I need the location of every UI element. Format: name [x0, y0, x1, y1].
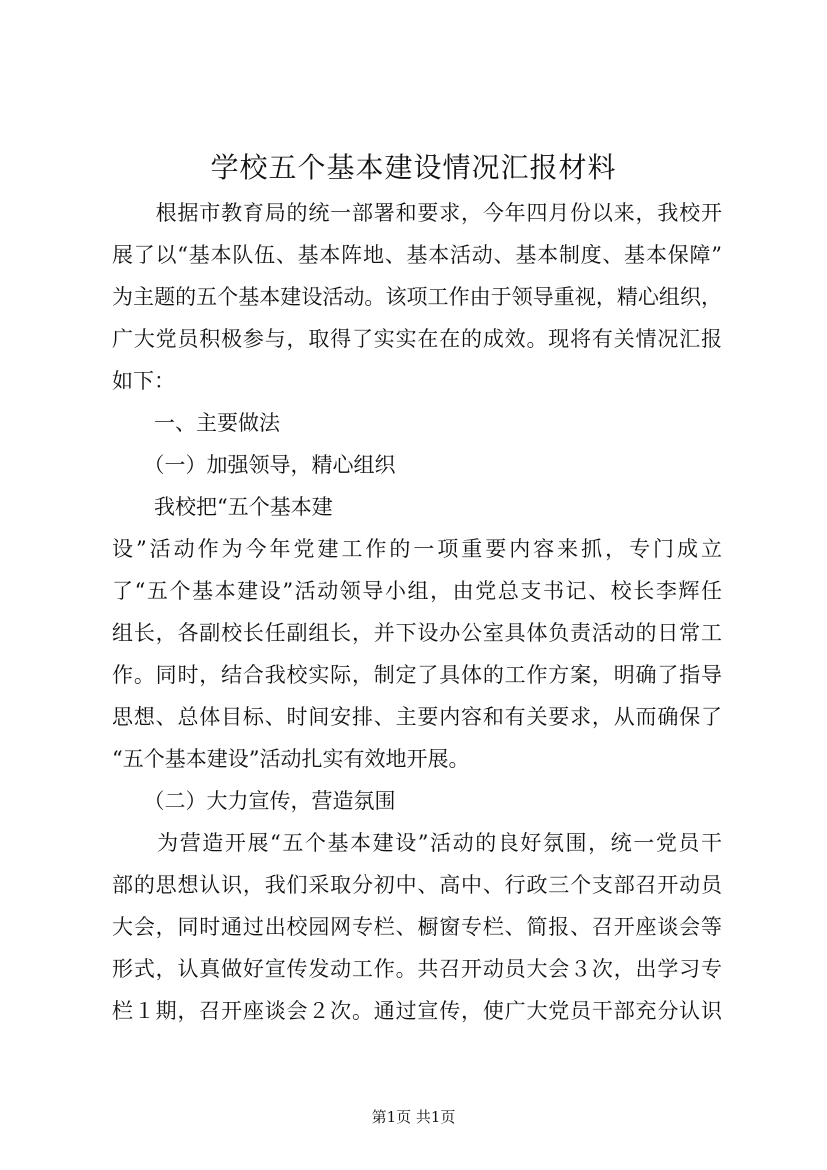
- body-line: 思想、总体目标、时间安排、主要内容和有关要求，从而确保了: [112, 705, 722, 729]
- body-line: 广大党员积极参与，取得了实实在在的成效。现将有关情况汇报: [112, 327, 722, 351]
- body-line: 为主题的五个基本建设活动。该项工作由于领导重视，精心组织，: [112, 285, 722, 309]
- body-line: 我校把“五个基本建: [112, 495, 333, 519]
- body-line: 栏１期，召开座谈会２次。通过宣传，使广大党员干部充分认识: [112, 999, 722, 1023]
- body-line: 展了以“基本队伍、基本阵地、基本活动、基本制度、基本保障”: [112, 243, 722, 267]
- subsection-heading: （二）大力宣传，营造氛围: [112, 789, 396, 813]
- body-line: 大会，同时通过出校园网专栏、橱窗专栏、简报、召开座谈会等: [112, 915, 722, 939]
- body-line: 根据市教育局的统一部署和要求，今年四月份以来，我校开: [112, 201, 722, 225]
- section-heading: 一、主要做法: [112, 411, 280, 435]
- document-title: 学校五个基本建设情况汇报材料: [210, 151, 617, 184]
- subsection-heading: （一）加强领导，精心组织: [112, 453, 396, 477]
- body-line: 如下：: [112, 369, 175, 393]
- body-line: 设”活动作为今年党建工作的一项重要内容来抓，专门成立: [112, 537, 722, 561]
- body-line: 为营造开展“五个基本建设”活动的良好氛围，统一党员干: [112, 831, 722, 855]
- body-line: 了“五个基本建设”活动领导小组，由党总支书记、校长李辉任: [112, 579, 722, 603]
- body-line: “五个基本建设”活动扎实有效地开展。: [112, 747, 470, 771]
- body-line: 组长，各副校长任副组长，并下设办公室具体负责活动的日常工: [112, 621, 722, 645]
- body-line: 部的思想认识，我们采取分初中、高中、行政三个支部召开动员: [112, 873, 722, 897]
- page-number-footer: 第1页 共1页: [371, 1108, 456, 1126]
- body-line: 作。同时，结合我校实际，制定了具体的工作方案，明确了指导: [112, 663, 722, 687]
- body-line: 形式，认真做好宣传发动工作。共召开动员大会３次，出学习专: [112, 957, 722, 981]
